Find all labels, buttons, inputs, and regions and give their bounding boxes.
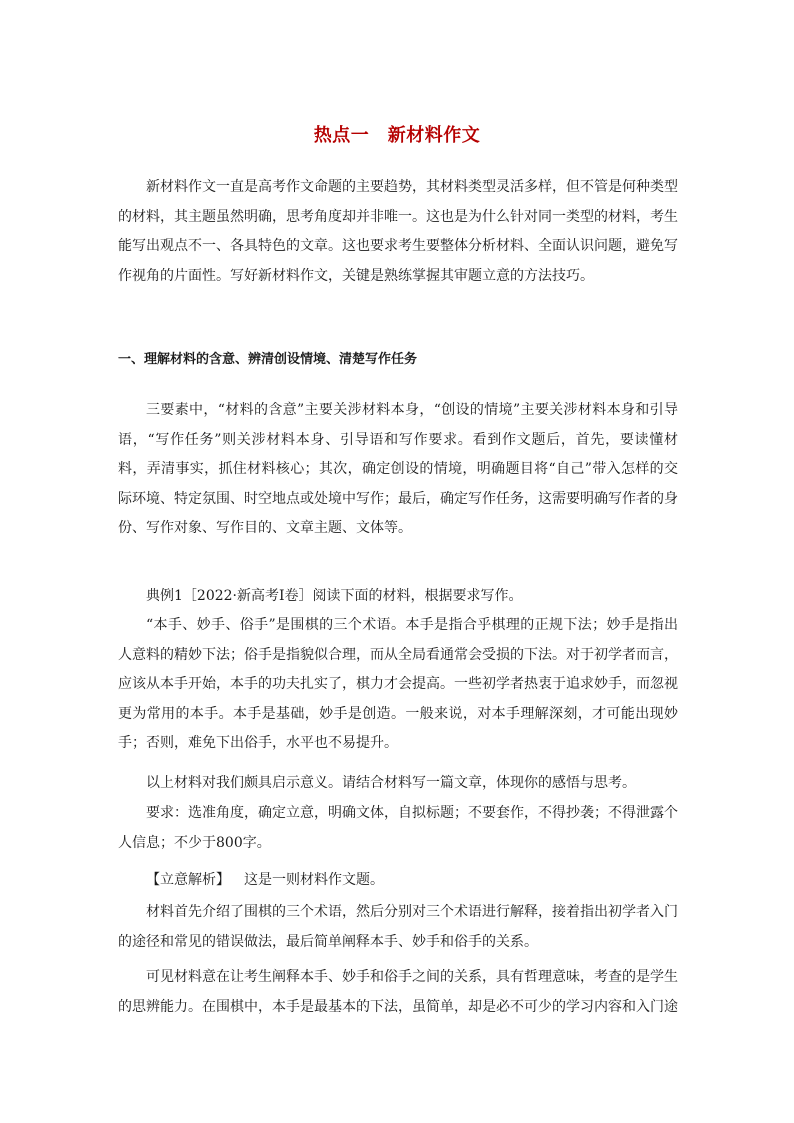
analysis-text: 这是一则材料作文题。 xyxy=(244,872,384,888)
section-heading: 一、理解材料的含意、辨清创设情境、清楚写作任务 xyxy=(118,352,418,367)
analysis-paragraph-2: 可见材料意在让考生阐释本手、妙手和俗手之间的关系，具有哲理意味，考查的是学生的思辨能力。在围棋中，本手是最基本的下法，虽简单，却是必不可少的学习内容和入门途 xyxy=(118,969,678,1015)
section-body-paragraph: 三要素中，“材料的含意”主要关涉材料本身，“创设的情境”主要关涉材料本身和引导语，“写作任务”则关涉材料本身、引导语和写作要求。看到作文题后，首先，要读懂材料，弄清事实，抓住材料核心；其次，确定创设的情境，明确题目将“自己”带入怎样的交际环境、特定氛围、时空地点或处境中写作；最后，确定写作任务，这需要明确写作者的身份、写作对象、写作目的、文章主题、文体等。 xyxy=(118,402,678,536)
analysis-paragraph-1: 材料首先介绍了围棋的三个术语，然后分别对三个术语进行解释，接着指出初学者入门的途径和常见的错误做法，最后简单阐释本手、妙手和俗手的关系。 xyxy=(118,904,678,950)
page-title: 热点一 新材料作文 xyxy=(313,125,481,146)
example-prompt: 以上材料对我们颇具启示意义。请结合材料写一篇文章，体现你的感悟与思考。 xyxy=(146,775,636,791)
example-intro: 典例1［2022·新高考Ⅰ卷］阅读下面的材料，根据要求写作。 xyxy=(146,588,523,604)
example-requirements: 要求：选准角度，确定立意，明确文体，自拟标题；不要套作，不得抄袭；不得泄露个人信息；不少于800字。 xyxy=(118,805,678,851)
intro-paragraph: 新材料作文一直是高考作文命题的主要趋势，其材料类型灵活多样，但不管是何种类型的材料，其主题虽然明确，思考角度却并非唯一。这也是为什么针对同一类型的材料，考生能写出观点不一、各具特色的文章。这也要求考生要整体分析材料、全面认识问题，避免写作视角的片面性。写好新材料作文，关键是熟练掌握其审题立意的方法技巧。 xyxy=(118,179,678,284)
analysis-line xyxy=(118,866,678,896)
example-material-paragraph: “本手、妙手、俗手”是围棋的三个术语。本手是指合乎棋理的正规下法；妙手是指出人意料的精妙下法；俗手是指貌似合理，而从全局看通常会受损的下法。对于初学者而言，应该从本手开始，本手的功夫扎实了，棋力才会提高。一些初学者热衷于追求妙手，而忽视更为常用的本手。本手是基础，妙手是创造。一般来说，对本手理解深刻，才可能出现妙手；否则，难免下出俗手，水平也不易提升。 xyxy=(118,617,678,751)
analysis-tag: 【立意解析】 xyxy=(146,872,230,888)
